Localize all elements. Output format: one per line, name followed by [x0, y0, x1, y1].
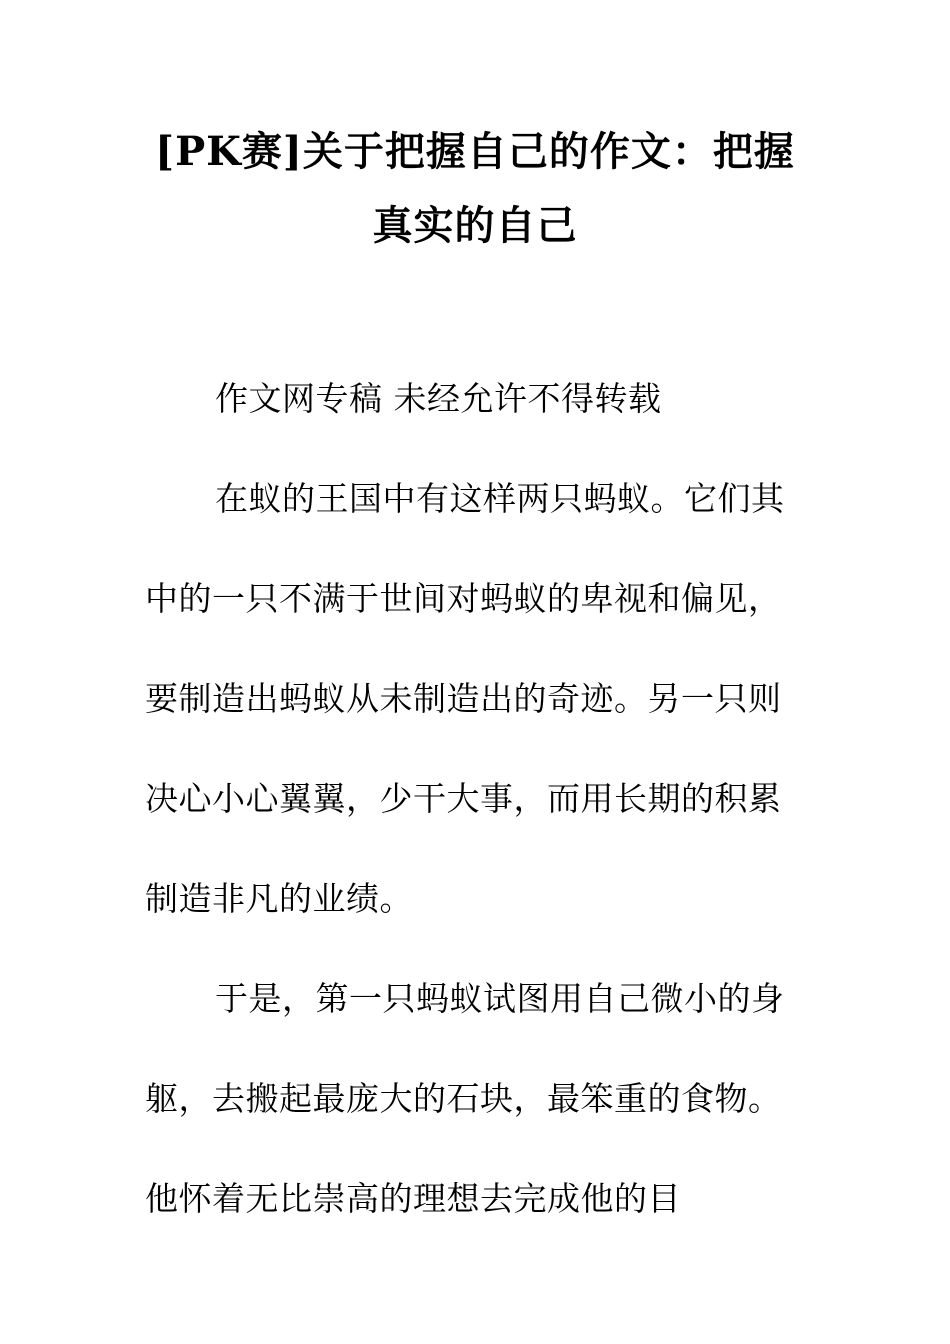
paragraph-notice: 作文网专稿 未经允许不得转载	[215, 379, 662, 418]
paragraph-first-ant: 于是，第一只蚂蚁试图用自己微小的身躯，去搬起最庞大的石块，最笨重的食物。他怀着无比崇高的理想去完成他的目	[145, 979, 785, 1218]
document-title-line-1: [PK赛]关于把握自己的作文：把握	[155, 128, 795, 175]
document-title-line-2: 真实的自己	[372, 202, 578, 249]
paragraph-two-ants: 在蚁的王国中有这样两只蚂蚁。它们其中的一只不满于世间对蚂蚁的卑视和偏见，要制造出蚂蚁从未制造出的奇迹。另一只则决心小心翼翼，少干大事，而用长期的积累制造非凡的业绩。	[145, 479, 785, 918]
